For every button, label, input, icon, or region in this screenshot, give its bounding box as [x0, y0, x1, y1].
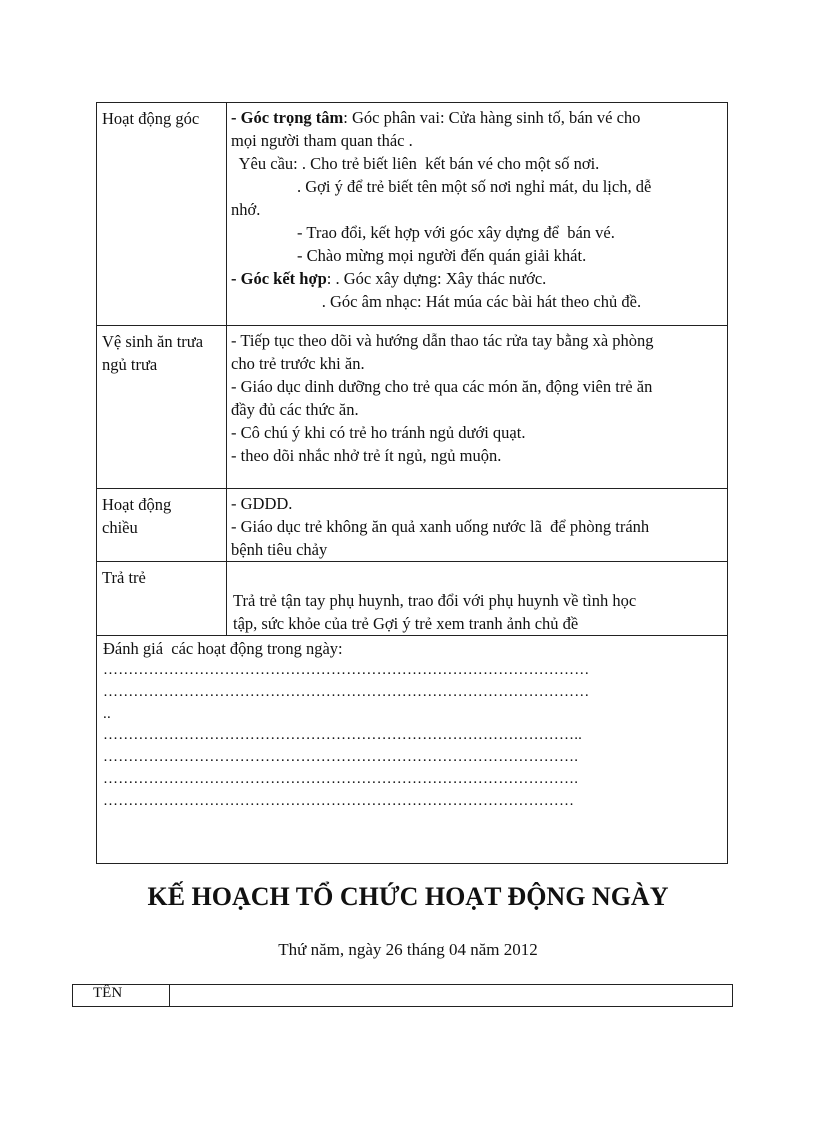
- content-line: - Giáo dục dinh dưỡng cho trẻ qua các món ăn, động viên trẻ ăn: [231, 377, 653, 396]
- content-line: Yêu cầu: . Cho trẻ biết liên kết bán vé cho một số nơi.: [231, 154, 600, 173]
- table-row: [73, 985, 733, 1007]
- row-label-tra-tre: [97, 562, 227, 636]
- content-line: mọi người tham quan thác .: [231, 131, 413, 150]
- content-line: - Chào mừng mọi người đến quán giải khát.: [231, 246, 587, 265]
- content-line: nhớ.: [231, 200, 261, 219]
- content-line: cho trẻ trước khi ăn.: [231, 354, 365, 373]
- content-line: - Trao đổi, kết hợp với góc xây dựng để bán vé.: [231, 223, 615, 242]
- evaluation-heading: Đánh giá các hoạt động trong ngày:: [103, 639, 343, 658]
- row-label-ve-sinh: [97, 326, 227, 489]
- evaluation-dot-line: …………………………………………………………………………………..: [103, 727, 583, 744]
- content-line: - GDDD.: [231, 494, 293, 513]
- row-label-hoat-dong-goc: [97, 103, 227, 326]
- evaluation-dot-line: ………………………………………………………………………………….: [103, 749, 579, 766]
- table-row: [97, 562, 728, 636]
- name-table-header: TÊN: [73, 985, 170, 1007]
- content-line: [231, 106, 727, 129]
- row-label-text: chiều: [102, 518, 138, 537]
- goc-trong-tam-label: - Góc trọng tâm: [231, 108, 344, 127]
- content-line: Trả trẻ tận tay phụ huynh, trao đổi với phụ huynh về tình học: [233, 591, 637, 610]
- table-row: [97, 103, 728, 326]
- content-line: bệnh tiêu chảy: [231, 540, 328, 559]
- name-table: [72, 984, 733, 1007]
- evaluation-dot-line: ………………………………………………………………………………….: [103, 770, 579, 787]
- page-date: Thứ năm, ngày 26 tháng 04 năm 2012: [278, 940, 538, 959]
- table-row: [97, 636, 728, 864]
- row-label-text: Vệ sinh ăn trưa: [102, 332, 204, 351]
- row-content-hoat-dong-chieu: [227, 489, 728, 562]
- row-label-text: Hoạt động góc: [102, 109, 200, 128]
- content-line: - Cô chú ý khi có trẻ ho tránh ngủ dưới quạt.: [231, 423, 526, 442]
- daily-plan-table: [96, 102, 728, 864]
- content-line: tập, sức khỏe của trẻ Gợi ý trẻ xem tranh ảnh chủ đề: [233, 614, 579, 633]
- row-label-text: Trả trẻ: [102, 568, 146, 587]
- name-table-value: [170, 985, 733, 1007]
- content-line: [231, 267, 727, 290]
- content-line: . Gợi ý để trẻ biết tên một số nơi nghỉ mát, du lịch, dễ: [231, 177, 652, 196]
- evaluation-dot-line: …………………………………………………………………………………: [103, 792, 575, 809]
- row-content-tra-tre: [227, 562, 728, 636]
- row-label-hoat-dong-chieu: [97, 489, 227, 562]
- content-line: - Giáo dục trẻ không ăn quả xanh uống nước lã để phòng tránh: [231, 517, 650, 536]
- evaluation-dot-line: ..: [103, 705, 111, 722]
- evaluation-cell: [97, 636, 728, 864]
- content-line: . Góc âm nhạc: Hát múa các bài hát theo chủ đề.: [231, 292, 642, 311]
- page-title: KẾ HOẠCH TỔ CHỨC HOẠT ĐỘNG NGÀY: [147, 882, 669, 911]
- row-label-text: Hoạt động: [102, 495, 172, 514]
- table-row: [97, 489, 728, 562]
- row-label-text: ngủ trưa: [102, 355, 158, 374]
- evaluation-dot-line: ……………………………………………………………………………………: [103, 662, 590, 678]
- goc-ket-hop-label: - Góc kết hợp: [231, 269, 327, 288]
- table-row: [97, 326, 728, 489]
- content-text: : . Góc xây dựng: Xây thác nước.: [326, 269, 547, 288]
- content-text: : Góc phân vai: Cửa hàng sinh tố, bán vé cho: [343, 108, 641, 127]
- row-content-ve-sinh: [227, 326, 728, 489]
- content-line: - theo dõi nhắc nhở trẻ ít ngủ, ngủ muộn.: [231, 446, 502, 465]
- row-content-hoat-dong-goc: [227, 103, 728, 326]
- evaluation-dot-line: ……………………………………………………………………………………: [103, 683, 590, 700]
- content-line: - Tiếp tục theo dõi và hướng dẫn thao tác rửa tay bằng xà phòng: [231, 331, 654, 350]
- content-line: đầy đủ các thức ăn.: [231, 400, 359, 419]
